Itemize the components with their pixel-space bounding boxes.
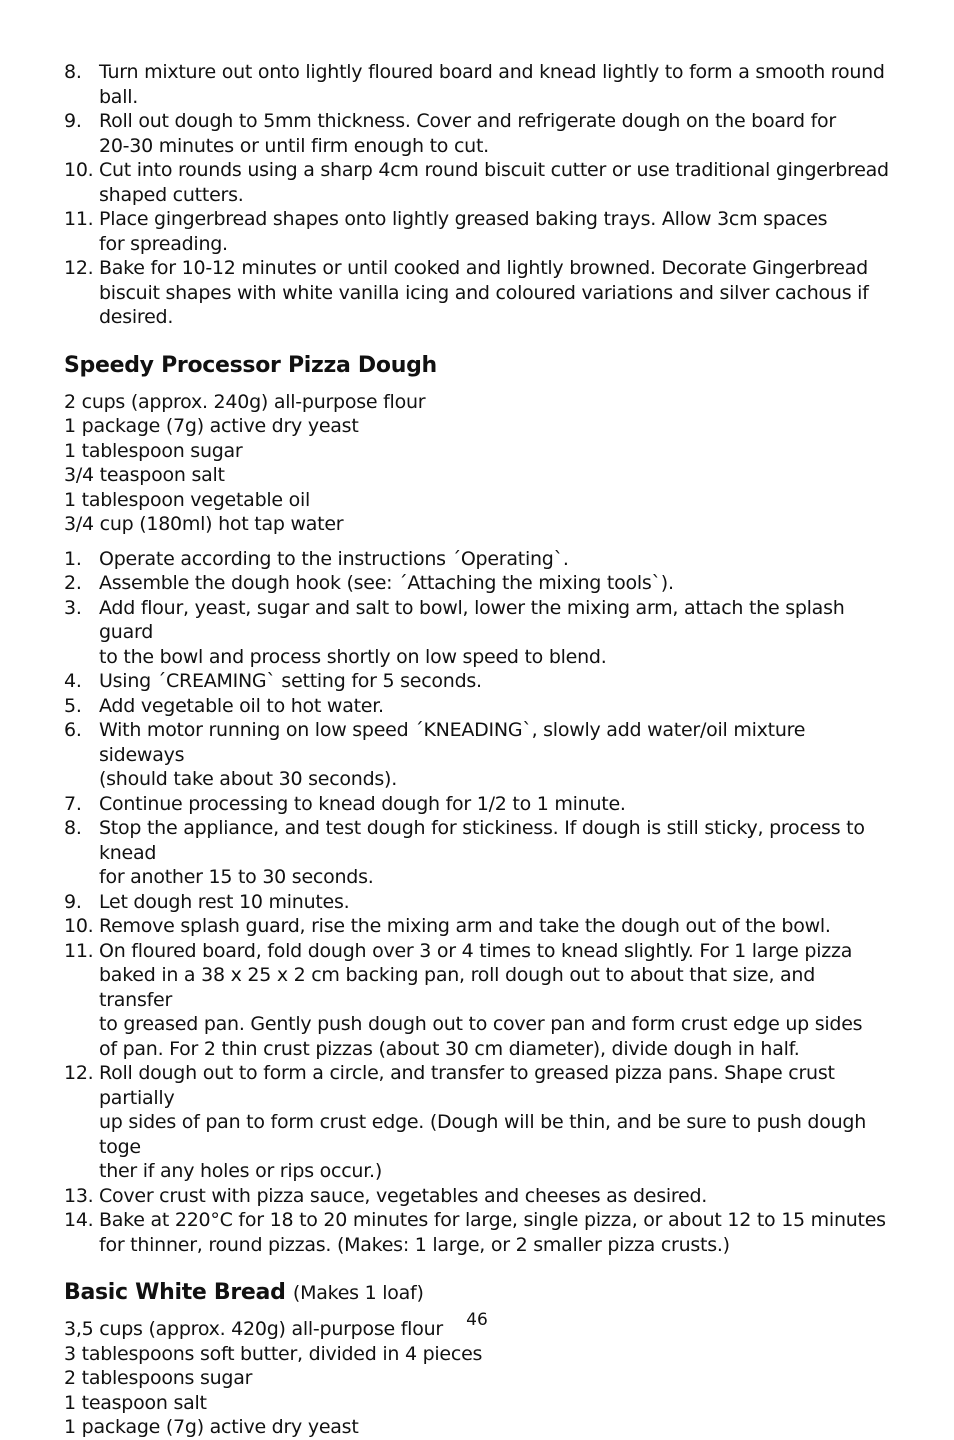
- ingredient-item: 1 teaspoon salt: [64, 1391, 207, 1414]
- pizza-recipe-title: Speedy Processor Pizza Dough: [64, 352, 437, 378]
- bread-recipe-title: [64, 1279, 890, 1307]
- step-number: 14.: [64, 1209, 94, 1231]
- step-text: On floured board, fold dough over 3 or 4 times to knead slightly. For 1 large pizza baked in a 38 x 25 x 2 cm backing pan, roll dough out to about that size, and transfer to greased pan. Gently push dough out to cover pan and form crust edge up sides of pan. For 2 thin crust pizzas (about 30 cm diameter), divide dough in half.: [99, 939, 863, 1060]
- step-number: 8.: [64, 61, 82, 83]
- step-number: 10.: [64, 159, 94, 181]
- step-item: [64, 109, 890, 158]
- step-text: Roll out dough to 5mm thickness. Cover and refrigerate dough on the board for 20-30 minutes or until firm enough to cut.: [99, 110, 836, 157]
- ingredient-item: 3/4 teaspoon salt: [64, 464, 225, 486]
- step-item: [64, 158, 890, 207]
- bread-yield-note: (Makes 1 loaf): [292, 1282, 424, 1304]
- step-text: Assemble the dough hook (see: ´Attaching the mixing tools`).: [99, 572, 674, 594]
- ingredient-item: 1 tablespoon vegetable oil: [64, 488, 311, 511]
- step-text: Cover crust with pizza sauce, vegetables and cheeses as desired.: [99, 1184, 708, 1207]
- step-number: 11.: [64, 208, 94, 230]
- step-text: Bake at 220°C for 18 to 20 minutes for large, single pizza, or about 12 to 15 minutes for thinner, round pizzas. (Makes: 1 large, or 2 smaller pizza crusts.): [99, 1209, 886, 1256]
- step-item: [64, 669, 890, 694]
- ingredient-item: 2 tablespoons sugar: [64, 1367, 253, 1389]
- step-item: [64, 1184, 890, 1209]
- step-item: [64, 60, 890, 109]
- step-text: Using ´CREAMING` setting for 5 seconds.: [99, 670, 482, 692]
- step-number: 9.: [64, 110, 82, 132]
- step-item: [64, 1061, 890, 1184]
- step-number: 2.: [64, 572, 82, 594]
- step-item: [64, 718, 890, 792]
- step-number: 12.: [64, 1062, 94, 1084]
- step-item: [64, 694, 890, 719]
- step-item: [64, 547, 890, 572]
- step-number: 7.: [64, 792, 82, 815]
- ingredient-item: 1 package (7g) active dry yeast: [64, 1416, 359, 1438]
- step-text: Add flour, yeast, sugar and salt to bowl, lower the mixing arm, attach the splash guard to the bowl and process shortly on low speed to blend.: [99, 596, 845, 668]
- gingerbread-steps: [64, 60, 890, 330]
- pizza-ingredients: [64, 390, 890, 537]
- pizza-steps: [64, 547, 890, 1258]
- step-text: Turn mixture out onto lightly floured board and knead lightly to form a smooth round ball.: [99, 61, 885, 108]
- step-text: Let dough rest 10 minutes.: [99, 890, 350, 913]
- step-text: Cut into rounds using a sharp 4cm round biscuit cutter or use traditional gingerbread shaped cutters.: [99, 159, 889, 206]
- step-number: 13.: [64, 1184, 94, 1207]
- page-number: 46: [466, 1310, 488, 1330]
- step-number: 9.: [64, 890, 82, 913]
- step-text: Stop the appliance, and test dough for stickiness. If dough is still sticky, process to knead for another 15 to 30 seconds.: [99, 817, 865, 888]
- step-number: 4.: [64, 670, 82, 692]
- ingredient-item: 3/4 cup (180ml) hot tap water: [64, 513, 344, 535]
- ingredient-item: 3 tablespoons soft butter, divided in 4 pieces: [64, 1342, 483, 1365]
- step-item: [64, 914, 890, 939]
- bread-ingredients: [64, 1317, 890, 1440]
- step-number: 8.: [64, 817, 82, 839]
- step-text: Operate according to the instructions ´Operating`.: [99, 547, 569, 570]
- page-content: [64, 60, 890, 1440]
- step-item: [64, 207, 890, 256]
- ingredient-item: 1 package (7g) active dry yeast: [64, 415, 359, 437]
- step-number: 1.: [64, 547, 82, 570]
- step-item: [64, 596, 890, 670]
- step-text: With motor running on low speed ´KNEADING`, slowly add water/oil mixture sideways (should take about 30 seconds).: [99, 719, 806, 790]
- step-number: 3.: [64, 596, 82, 619]
- step-number: 5.: [64, 694, 82, 717]
- step-text: Continue processing to knead dough for 1/2 to 1 minute.: [99, 792, 626, 815]
- step-number: 12.: [64, 257, 94, 279]
- step-number: 10.: [64, 915, 94, 937]
- step-item: [64, 816, 890, 890]
- bread-title-text: Basic White Bread: [64, 1280, 286, 1305]
- step-text: Place gingerbread shapes onto lightly greased baking trays. Allow 3cm spaces for spreading.: [99, 208, 828, 255]
- step-number: 11.: [64, 939, 94, 962]
- ingredient-item: 1 tablespoon sugar: [64, 439, 243, 462]
- step-text: Roll dough out to form a circle, and transfer to greased pizza pans. Shape crust partially up sides of pan to form crust edge. (Dough will be thin, and be sure to push dough toge ther if any holes or rips occur.): [99, 1062, 866, 1182]
- step-item: [64, 256, 890, 330]
- ingredient-item: 2 cups (approx. 240g) all-purpose flour: [64, 390, 426, 413]
- step-text: Add vegetable oil to hot water.: [99, 694, 384, 717]
- step-item: [64, 939, 890, 1062]
- step-number: 6.: [64, 719, 82, 741]
- step-text: Remove splash guard, rise the mixing arm and take the dough out of the bowl.: [99, 915, 831, 937]
- step-item: [64, 1208, 890, 1257]
- ingredient-item: 3,5 cups (approx. 420g) all-purpose flour: [64, 1318, 443, 1340]
- step-item: [64, 890, 890, 915]
- step-item: [64, 571, 890, 596]
- step-text: Bake for 10-12 minutes or until cooked and lightly browned. Decorate Gingerbread biscuit shapes with white vanilla icing and coloured variations and silver cachous if desired.: [99, 257, 869, 328]
- step-item: [64, 792, 890, 817]
